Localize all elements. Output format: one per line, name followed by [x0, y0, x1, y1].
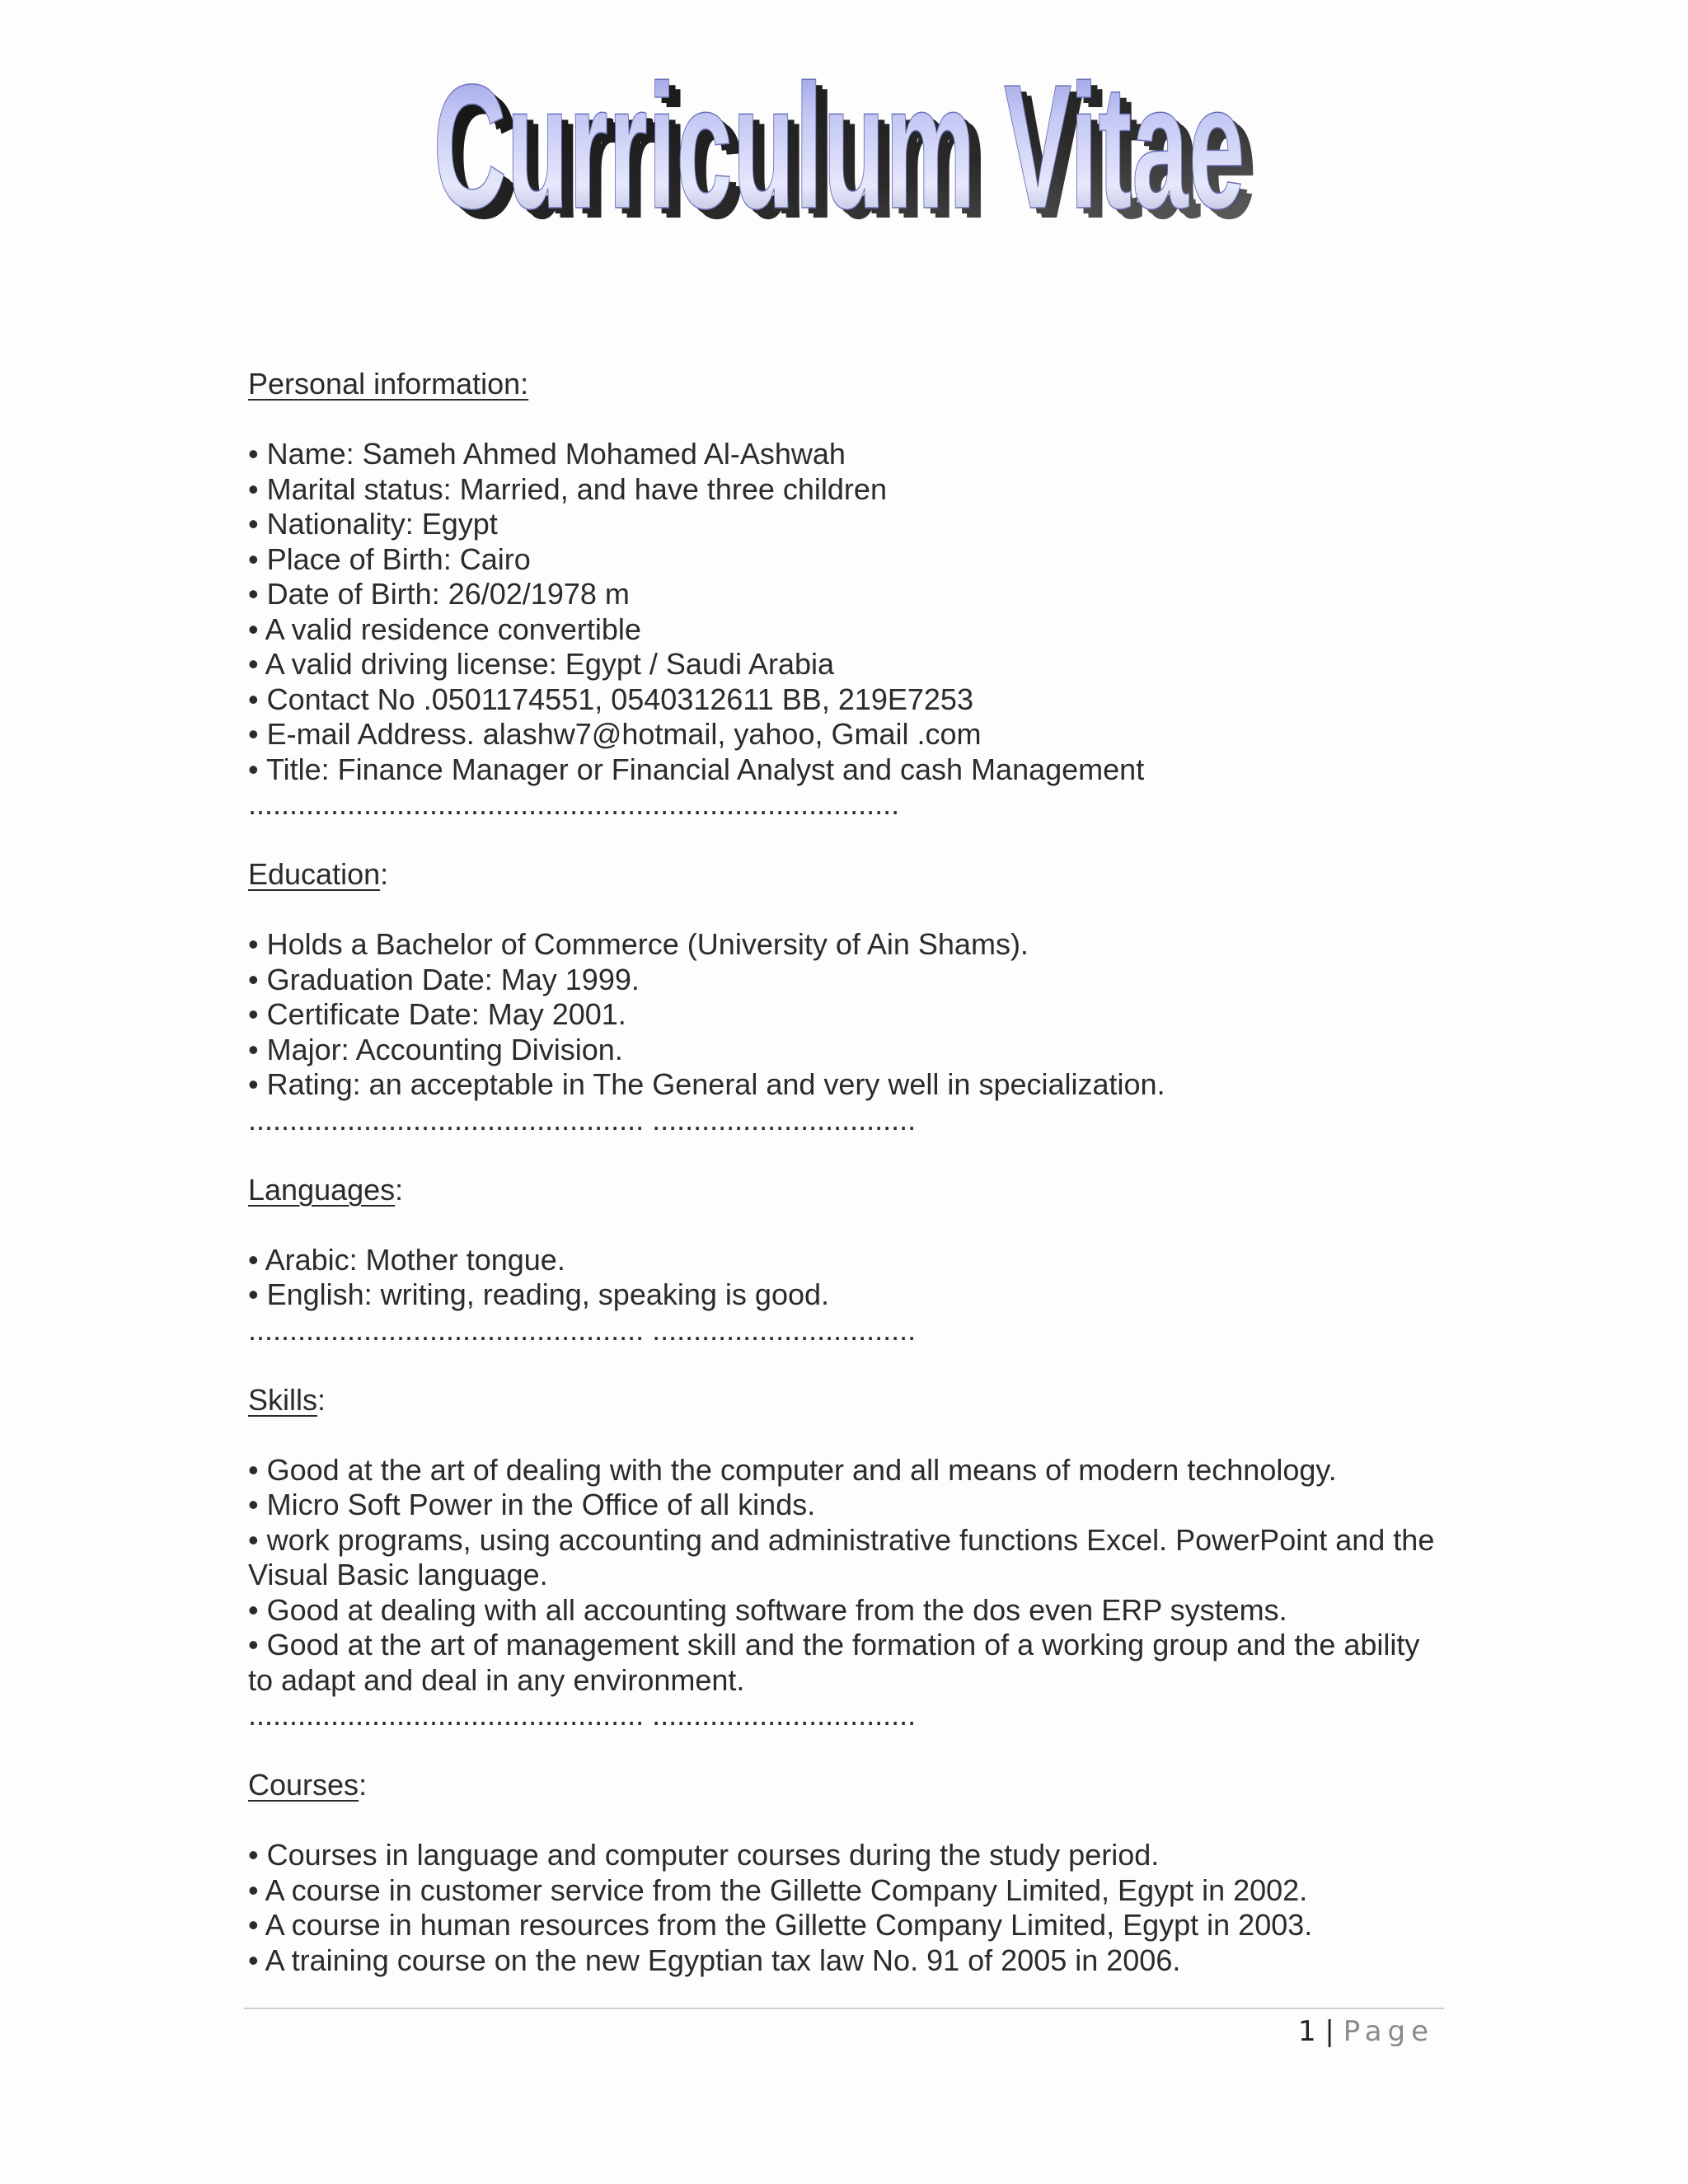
- wordart-title: [404, 25, 1261, 231]
- list-item: • Courses in language and computer courses during the study period.: [248, 1838, 1160, 1872]
- section-heading-languages: [248, 1173, 1451, 1208]
- section-separator: ................................................ ................................: [248, 1312, 917, 1347]
- section-heading-personal: [248, 367, 1451, 402]
- languages-section: [248, 1173, 1451, 1348]
- page-label: Page: [1343, 2015, 1434, 2048]
- list-item: • A valid driving license: Egypt / Saudi Arabia: [248, 647, 835, 681]
- section-heading-skills: [248, 1383, 1451, 1418]
- list-item: • Title: Finance Manager or Financial Analyst and cash Management: [248, 752, 1145, 786]
- education-list: [248, 927, 1451, 1103]
- list-item: • Place of Birth: Cairo: [248, 541, 531, 576]
- list-item: • Micro Soft Power in the Office of all kinds.: [248, 1488, 816, 1521]
- list-item: • Holds a Bachelor of Commerce (University of Ain Shams).: [248, 927, 1029, 961]
- list-item: • A course in human resources from the Gillette Company Limited, Egypt in 2003.: [248, 1908, 1313, 1942]
- list-item: • A valid residence convertible: [248, 612, 641, 646]
- list-item: • English: writing, reading, speaking is good.: [248, 1277, 830, 1311]
- wordart-title-extrude: Curriculum Vitae: [439, 53, 1252, 231]
- wordart-title-shadow: Curriculum Vitae: [444, 57, 1257, 231]
- list-item: • Marital status: Married, and have three children: [248, 471, 887, 506]
- section-separator: ................................................ ................................: [248, 1102, 917, 1137]
- section-heading-personal-label: Personal information:: [248, 367, 529, 401]
- section-heading-courses: [248, 1768, 1451, 1803]
- skills-list: [248, 1453, 1451, 1699]
- page-number: 1: [1297, 2015, 1316, 2048]
- cv-content: [248, 367, 1451, 1978]
- section-heading-languages-label: Languages: [248, 1172, 396, 1207]
- heading-colon: :: [317, 1382, 326, 1417]
- list-item: • Contact No .0501174551, 0540312611 BB, 219E7253: [248, 682, 973, 716]
- section-heading-education: [248, 857, 1451, 893]
- list-item: • E-mail Address. alashw7@hotmail, yahoo, Gmail .com: [248, 717, 982, 751]
- section-heading-skills-label: Skills: [248, 1382, 318, 1417]
- list-item: • Major: Accounting Division.: [248, 1032, 623, 1066]
- wordart-title-face: Curriculum Vitae: [433, 47, 1245, 231]
- list-item: • Good at the art of management skill and the formation of a working group and the ability to adapt and deal in any environment.: [248, 1628, 1420, 1697]
- list-item: • Good at the art of dealing with the computer and all means of modern technology.: [248, 1452, 1337, 1487]
- education-section: [248, 857, 1451, 1137]
- list-item: • Name: Sameh Ahmed Mohamed Al-Ashwah: [248, 437, 846, 471]
- list-item: • Nationality: Egypt: [248, 507, 498, 541]
- section-heading-education-label: Education: [248, 857, 381, 891]
- personal-info-list: [248, 437, 1451, 787]
- footer-divider: [244, 2008, 1444, 2009]
- personal-info-section: [248, 367, 1451, 823]
- list-item: • Good at dealing with all accounting software from the dos even ERP systems.: [248, 1592, 1287, 1627]
- list-item: • Graduation Date: May 1999.: [248, 962, 640, 996]
- heading-colon: :: [359, 1768, 368, 1802]
- footer-separator: |: [1325, 2015, 1334, 2048]
- list-item: • A course in customer service from the Gillette Company Limited, Egypt in 2002.: [248, 1872, 1308, 1907]
- list-item: • Date of Birth: 26/02/1978 m: [248, 577, 630, 611]
- languages-list: [248, 1243, 1451, 1313]
- section-separator: ...............................................................................: [248, 787, 900, 821]
- list-item: • Certificate Date: May 2001.: [248, 997, 626, 1031]
- skills-section: [248, 1383, 1451, 1733]
- section-heading-courses-label: Courses: [248, 1768, 359, 1802]
- section-separator: ................................................ ................................: [248, 1698, 917, 1732]
- courses-list: [248, 1838, 1451, 1978]
- list-item: • Rating: an acceptable in The General and very well in specialization.: [248, 1067, 1165, 1101]
- list-item: • work programs, using accounting and administrative functions Excel. PowerPoint and the Visual Basic language.: [248, 1522, 1435, 1591]
- page-footer: [1236, 2013, 1434, 2050]
- courses-section: [248, 1768, 1451, 1978]
- wordart-title-graphic: [404, 25, 1261, 231]
- list-item: • Arabic: Mother tongue.: [248, 1242, 565, 1277]
- heading-colon: :: [380, 857, 389, 891]
- heading-colon: :: [395, 1172, 404, 1207]
- list-item: • A training course on the new Egyptian tax law No. 91 of 2005 in 2006.: [248, 1943, 1181, 1977]
